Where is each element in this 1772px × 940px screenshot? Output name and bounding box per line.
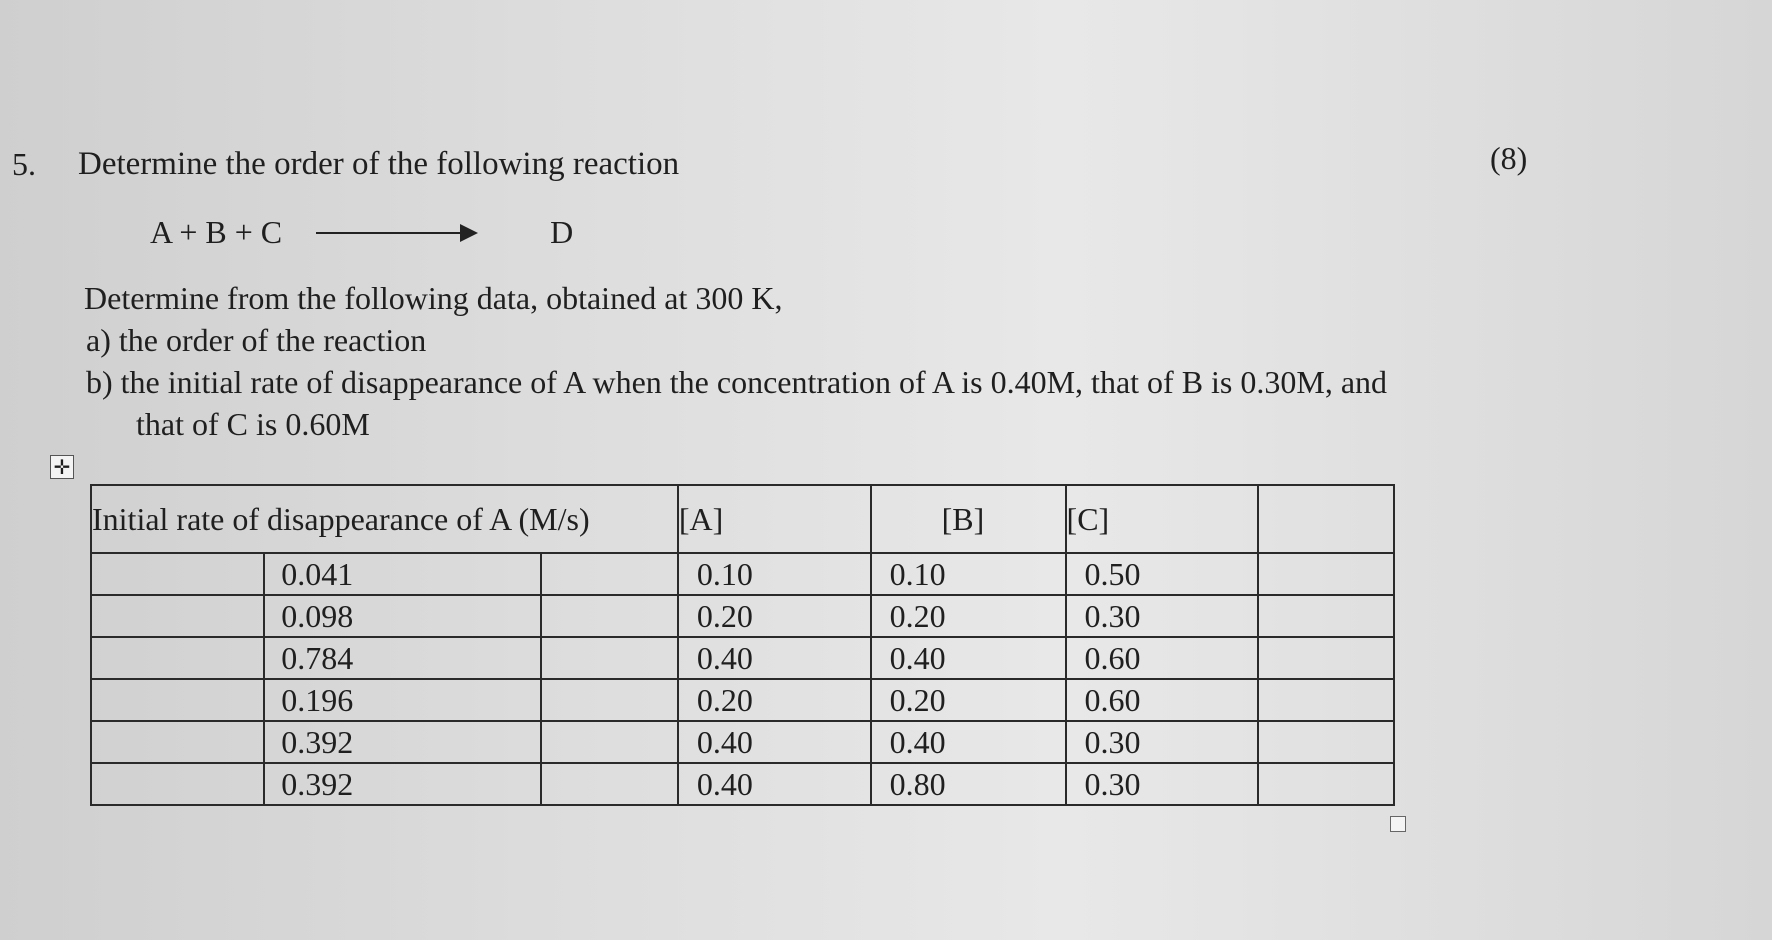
conc-a-cell: 0.40 bbox=[678, 637, 871, 679]
table-row bbox=[91, 553, 1394, 595]
rate-cell: 0.041 bbox=[264, 553, 540, 595]
part-a: a) the order of the reaction bbox=[86, 322, 427, 358]
table-row bbox=[91, 595, 1394, 637]
rate-cell: 0.098 bbox=[264, 595, 540, 637]
conc-c-cell: 0.30 bbox=[1066, 595, 1259, 637]
conc-a-cell: 0.40 bbox=[678, 763, 871, 805]
table-row bbox=[91, 679, 1394, 721]
question-title: Determine the order of the following reaction bbox=[78, 146, 680, 182]
table-row bbox=[91, 721, 1394, 763]
question-number: 5. bbox=[12, 146, 36, 182]
move-handle-icon[interactable]: ✛ bbox=[50, 455, 74, 479]
resize-handle-icon[interactable] bbox=[1390, 816, 1406, 832]
conc-a-cell: 0.40 bbox=[678, 721, 871, 763]
conc-b-cell: 0.40 bbox=[871, 637, 1066, 679]
conc-a-cell: 0.10 bbox=[678, 553, 871, 595]
header-c: [C] bbox=[1066, 485, 1259, 553]
conc-b-cell: 0.20 bbox=[871, 595, 1066, 637]
conc-b-cell: 0.20 bbox=[871, 679, 1066, 721]
header-a: [A] bbox=[678, 485, 871, 553]
rate-cell: 0.392 bbox=[264, 763, 540, 805]
conc-c-cell: 0.60 bbox=[1066, 679, 1259, 721]
conc-c-cell: 0.30 bbox=[1066, 763, 1259, 805]
rate-cell: 0.196 bbox=[264, 679, 540, 721]
question-marks: (8) bbox=[1490, 140, 1528, 176]
question-intro: Determine from the following data, obtained at 300 K, bbox=[84, 280, 783, 316]
conc-c-cell: 0.30 bbox=[1066, 721, 1259, 763]
header-empty bbox=[1258, 485, 1394, 553]
part-b: b) the initial rate of disappearance of A when the concentration of A is 0.40M, that of B is 0.30M, and bbox=[86, 364, 1388, 400]
rate-cell: 0.392 bbox=[264, 721, 540, 763]
part-b-continuation: that of C is 0.60M bbox=[136, 406, 370, 442]
table-header-row bbox=[91, 485, 1394, 553]
equation-product: D bbox=[550, 214, 574, 250]
conc-b-cell: 0.10 bbox=[871, 553, 1066, 595]
rate-data-table bbox=[90, 484, 1395, 806]
reaction-arrow-icon bbox=[316, 232, 476, 234]
conc-c-cell: 0.60 bbox=[1066, 637, 1259, 679]
conc-b-cell: 0.80 bbox=[871, 763, 1066, 805]
table-row bbox=[91, 637, 1394, 679]
reaction-equation bbox=[150, 214, 573, 251]
rate-cell: 0.784 bbox=[264, 637, 540, 679]
conc-b-cell: 0.40 bbox=[871, 721, 1066, 763]
conc-c-cell: 0.50 bbox=[1066, 553, 1259, 595]
table-row bbox=[91, 763, 1394, 805]
conc-a-cell: 0.20 bbox=[678, 679, 871, 721]
conc-a-cell: 0.20 bbox=[678, 595, 871, 637]
header-rate: Initial rate of disappearance of A (M/s) bbox=[91, 485, 678, 553]
equation-reactants: A + B + C bbox=[150, 214, 283, 250]
header-b: [B] bbox=[871, 485, 1066, 553]
